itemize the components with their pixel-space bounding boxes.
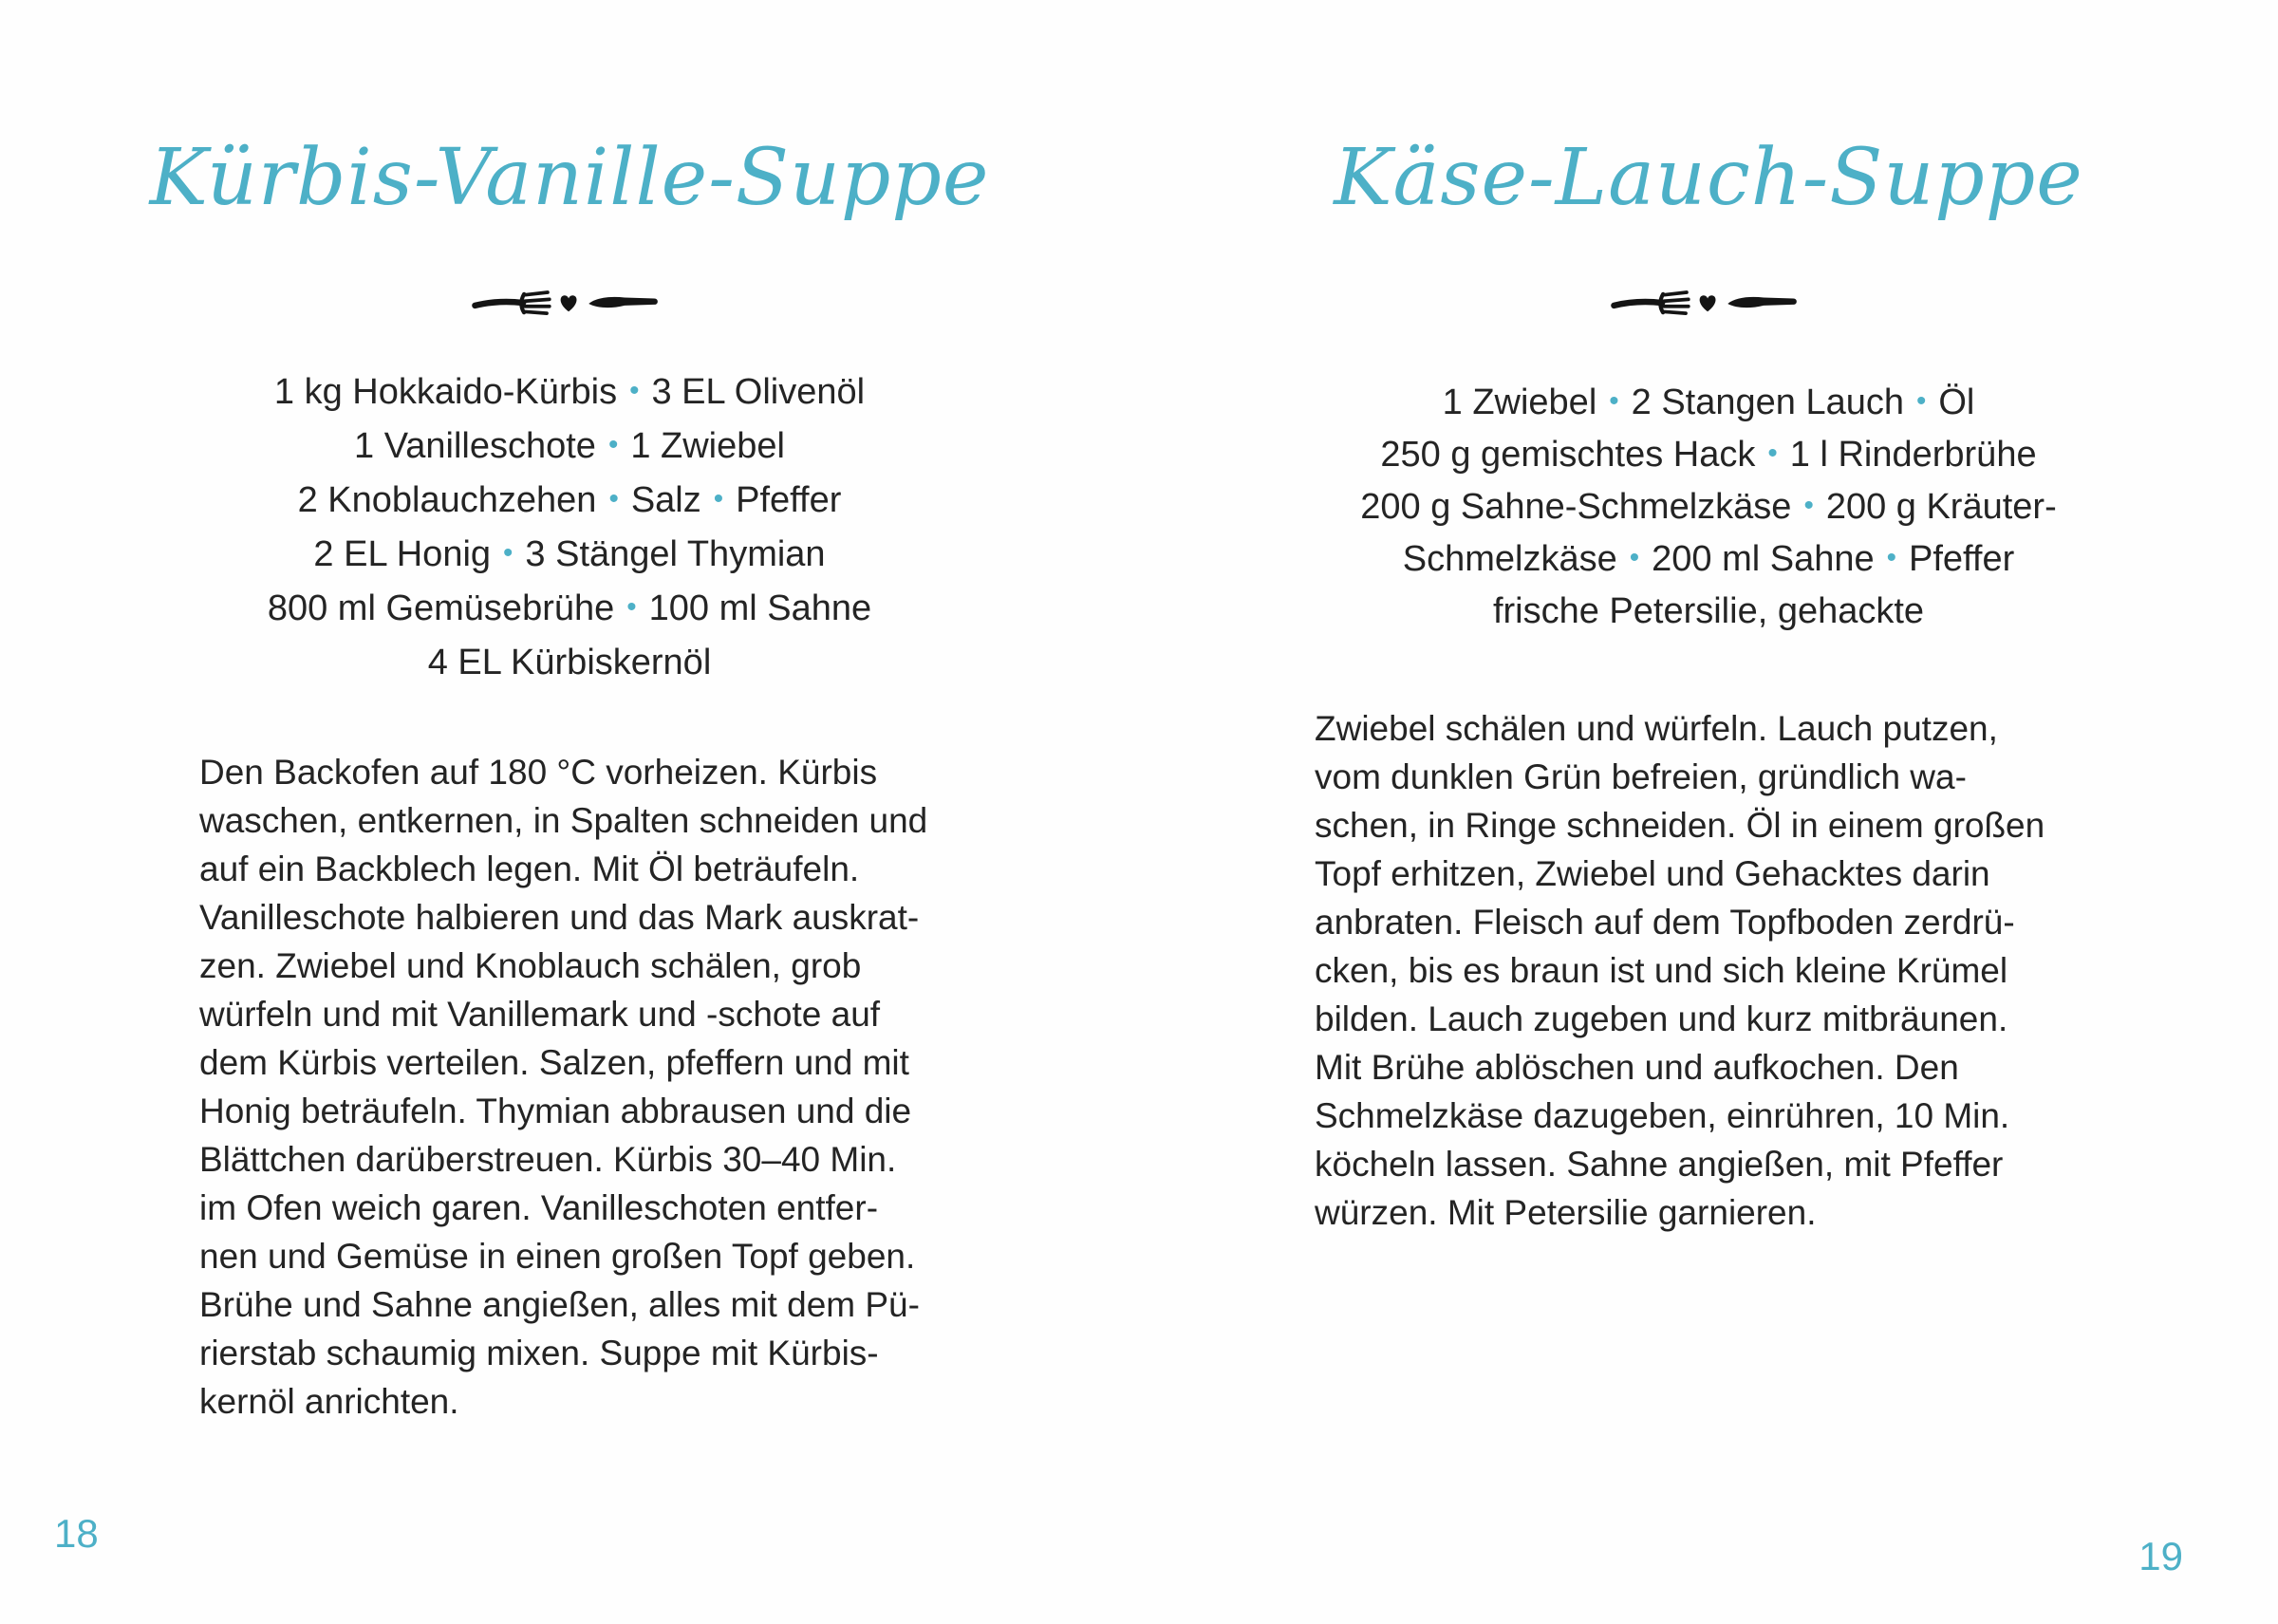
- ingredient-text: 250 g gemischtes Hack: [1380, 435, 1756, 475]
- instruction-line: schen, in Ringe schneiden. Öl in einem großen: [1315, 806, 2045, 845]
- instructions-paragraph: [1315, 704, 2093, 1237]
- ingredients-list: [1139, 378, 2278, 636]
- instruction-line: nen und Gemüse in einen großen Topf geben.: [199, 1237, 916, 1276]
- ingredient-line: [0, 475, 1139, 529]
- recipe-title: Käse-Lauch-Suppe: [1334, 133, 2083, 223]
- instruction-line: rierstab schaumig mixen. Suppe mit Kürbis-: [199, 1334, 879, 1372]
- recipe-title: Kürbis-Vanille-Suppe: [149, 133, 990, 223]
- page-number: 19: [2138, 1534, 2183, 1578]
- ingredient-text: 3 Stängel Thymian: [525, 534, 826, 574]
- ingredient-text: Schmelzkäse: [1402, 539, 1617, 579]
- instruction-line: köcheln lassen. Sahne angießen, mit Pfeffer: [1315, 1145, 2004, 1184]
- separator-dot-icon: •: [608, 483, 619, 514]
- cutlery-ornament: [1608, 283, 1809, 325]
- instruction-line: zen. Zwiebel und Knoblauch schälen, grob: [199, 946, 862, 985]
- ingredient-text: 1 Zwiebel: [1442, 383, 1597, 422]
- separator-dot-icon: •: [607, 429, 619, 460]
- separator-dot-icon: •: [626, 591, 637, 623]
- instruction-line: vom dunklen Grün befreien, gründlich wa-: [1315, 757, 1967, 796]
- ingredient-text: 1 l Rinderbrühe: [1789, 435, 2037, 475]
- ingredient-text: 2 Knoblauchzehen: [297, 480, 597, 520]
- separator-dot-icon: •: [713, 483, 724, 514]
- instruction-line: kernöl anrichten.: [199, 1382, 459, 1421]
- separator-dot-icon: •: [1803, 490, 1814, 521]
- ingredient-text: 800 ml Gemüsebrühe: [267, 588, 615, 628]
- right-page: [1139, 0, 2278, 1624]
- ingredient-text: frische Petersilie, gehackte: [1492, 591, 1925, 631]
- ingredient-text: 4 EL Kürbiskernöl: [427, 643, 712, 682]
- ingredient-text: 2 EL Honig: [313, 534, 492, 574]
- instruction-line: Vanilleschote halbieren und das Mark auskrat-: [199, 898, 920, 937]
- instruction-line: bilden. Lauch zugeben und kurz mitbräunen.: [1315, 999, 2008, 1038]
- ingredient-text: 1 Vanilleschote: [354, 426, 596, 466]
- instruction-line: cken, bis es braun ist und sich kleine Krümel: [1315, 951, 2008, 990]
- instruction-line: Mit Brühe ablöschen und aufkochen. Den: [1315, 1048, 1959, 1087]
- ingredient-text: 200 g Kräuter-: [1825, 487, 2057, 527]
- instruction-line: Schmelzkäse dazugeben, einrühren, 10 Min.: [1315, 1096, 2010, 1135]
- ingredient-text: 100 ml Sahne: [648, 588, 872, 628]
- knife-icon: [588, 297, 658, 308]
- instruction-line: Blättchen darüberstreuen. Kürbis 30–40 Min.: [199, 1140, 897, 1179]
- instruction-line: würfeln und mit Vanillemark und -schote auf: [199, 995, 881, 1034]
- ingredient-line: [1139, 378, 2278, 430]
- ingredient-line: [0, 637, 1139, 689]
- instruction-line: Zwiebel schälen und würfeln. Lauch putzen,: [1315, 709, 1998, 748]
- ingredient-text: Öl: [1938, 383, 1975, 422]
- ingredient-line: [0, 529, 1139, 583]
- ingredients-list: [0, 366, 1139, 689]
- ingredient-line: [0, 420, 1139, 475]
- ingredient-line: [1139, 587, 2278, 636]
- instructions-paragraph: [199, 748, 968, 1426]
- instruction-line: Honig beträufeln. Thymian abbrausen und die: [199, 1092, 912, 1130]
- instruction-line: auf ein Backblech legen. Mit Öl beträufeln.: [199, 849, 860, 888]
- ingredient-text: Pfeffer: [1908, 539, 2015, 579]
- fork-icon: [475, 292, 549, 313]
- heart-icon: [561, 295, 577, 311]
- instruction-line: Topf erhitzen, Zwiebel und Gehacktes darin: [1315, 854, 1990, 893]
- instruction-line: waschen, entkernen, in Spalten schneiden und: [199, 801, 928, 840]
- knife-icon: [1727, 297, 1797, 308]
- instruction-line: würzen. Mit Petersilie garnieren.: [1315, 1193, 1817, 1232]
- ingredient-line: [1139, 534, 2278, 587]
- separator-dot-icon: •: [1767, 438, 1778, 469]
- ingredient-text: Salz: [630, 480, 701, 520]
- instruction-line: Den Backofen auf 180 °C vorheizen. Kürbis: [199, 753, 878, 792]
- ingredient-text: 1 kg Hokkaido-Kürbis: [273, 372, 618, 412]
- ingredient-text: 200 g Sahne-Schmelzkäse: [1360, 487, 1792, 527]
- cutlery-ornament: [469, 283, 670, 325]
- separator-dot-icon: •: [503, 537, 513, 569]
- ingredient-text: 200 ml Sahne: [1652, 539, 1875, 579]
- heart-icon: [1700, 295, 1716, 311]
- instruction-line: im Ofen weich garen. Vanilleschoten entfer-: [199, 1188, 879, 1227]
- instruction-line: Brühe und Sahne angießen, alles mit dem Pü-: [199, 1285, 920, 1324]
- separator-dot-icon: •: [1609, 385, 1619, 417]
- ingredient-line: [1139, 482, 2278, 534]
- ingredient-text: 1 Zwiebel: [630, 426, 785, 466]
- separator-dot-icon: •: [1886, 542, 1896, 573]
- instruction-line: anbraten. Fleisch auf dem Topfboden zerdrü-: [1315, 903, 2015, 942]
- separator-dot-icon: •: [1629, 542, 1640, 573]
- page-number: 18: [54, 1511, 99, 1556]
- separator-dot-icon: •: [1916, 385, 1927, 417]
- ingredient-text: 3 EL Olivenöl: [651, 372, 866, 412]
- separator-dot-icon: •: [629, 375, 640, 406]
- ingredient-line: [0, 583, 1139, 637]
- ingredient-text: 2 Stangen Lauch: [1631, 383, 1904, 422]
- ingredient-text: Pfeffer: [736, 480, 842, 520]
- instruction-line: dem Kürbis verteilen. Salzen, pfeffern und mit: [199, 1043, 909, 1082]
- fork-icon: [1614, 292, 1688, 313]
- ingredient-line: [1139, 430, 2278, 482]
- ingredient-line: [0, 366, 1139, 420]
